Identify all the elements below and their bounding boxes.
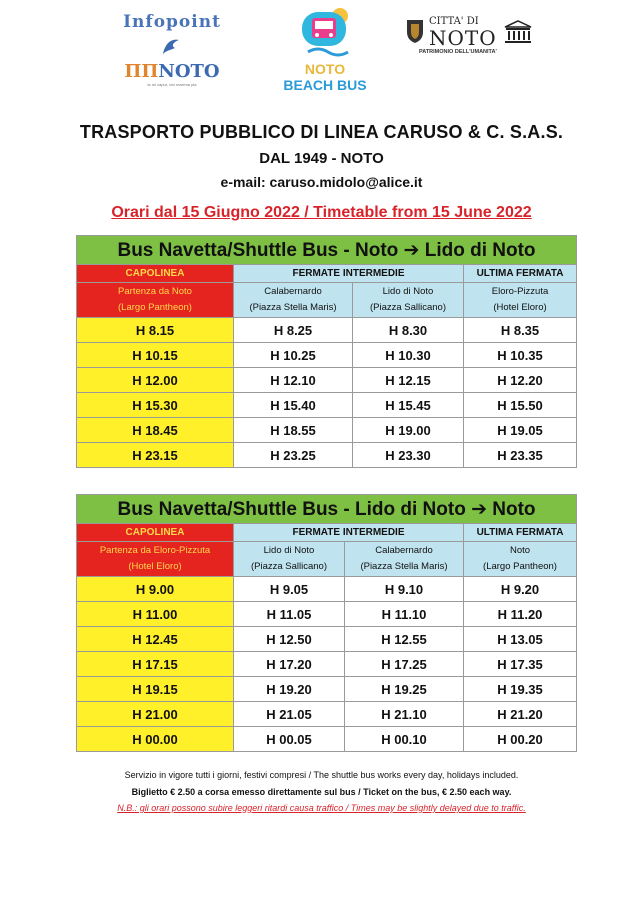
noto-beach-bus-logo: [270, 4, 380, 93]
table-row: H 12.00 H 12.10 H 12.15 H 12.20: [77, 368, 577, 393]
stop-header: Partenza da Noto (Largo Pantheon): [77, 283, 234, 318]
stop-header: Noto (Largo Pantheon): [464, 542, 577, 577]
stop-header: Calabernardo (Piazza Stella Maris): [234, 283, 353, 318]
table-row: H 11.00 H 11.05 H 11.10 H 11.20: [77, 602, 577, 627]
intermediate-stops-header: FERMATE INTERMEDIE: [234, 524, 464, 542]
infopoint-tagline: la mi caput, civi maxima pia: [147, 82, 197, 87]
timetable-noto-to-lido: [76, 235, 577, 468]
stop-header: Eloro-Pizzuta (Hotel Eloro): [464, 283, 577, 318]
intermediate-stops-header: FERMATE INTERMEDIE: [234, 265, 464, 283]
company-email[interactable]: e-mail: caruso.midolo@alice.it: [220, 174, 423, 190]
company-since: DAL 1949 - NOTO: [259, 150, 384, 167]
citta-line3: PATRIMONIO DELL'UMANITA': [419, 49, 497, 55]
timetable-validity: Orari dal 15 Giugno 2022 / Timetable from 15 June 2022: [111, 204, 532, 221]
beach-bus-icon: [296, 4, 354, 62]
stop-header: Lido di Noto (Piazza Sallicano): [353, 283, 464, 318]
table-title: Bus Navetta/Shuttle Bus - Lido di Noto ➔ Noto: [77, 495, 577, 524]
unesco-temple-icon: [503, 20, 533, 44]
table-row: H 15.30 H 15.40 H 15.45 H 15.50: [77, 393, 577, 418]
logos-bar: [0, 0, 643, 110]
footer-delay-note: N.B.: gli orari possono subire leggeri ritardi causa traffico / Times may be slightly delayed due to traffic.: [117, 803, 526, 813]
infopoint-label: Infopoint: [123, 12, 221, 32]
citta-line2: NOTO: [429, 26, 497, 50]
footer-ticket-note: Biglietto € 2.50 a corsa emesso direttamente sul bus / Ticket on the bus, € 2.50 each way.: [131, 787, 512, 797]
infopoint-logo: [112, 12, 232, 87]
beach-bus-line2: BEACH BUS: [283, 77, 367, 93]
table-row: H 21.00 H 21.05 H 21.10 H 21.20: [77, 702, 577, 727]
infopoint-brand: ΠΠNOTO: [124, 61, 220, 82]
table-row: H 23.15 H 23.25 H 23.30 H 23.35: [77, 443, 577, 468]
table-row: H 17.15 H 17.20 H 17.25 H 17.35: [77, 652, 577, 677]
table-row: H 8.15 H 8.25 H 8.30 H 8.35: [77, 318, 577, 343]
table-row: H 19.15 H 19.20 H 19.25 H 19.35: [77, 677, 577, 702]
table-row: H 9.00 H 9.05 H 9.10 H 9.20: [77, 577, 577, 602]
beach-bus-line1: NOTO: [304, 61, 346, 77]
last-stop-header: ULTIMA FERMATA: [464, 524, 577, 542]
timetable-lido-to-noto: [76, 494, 577, 752]
table-row: H 10.15 H 10.25 H 10.30 H 10.35: [77, 343, 577, 368]
wave-icon: [161, 36, 183, 56]
capolinea-header: CAPOLINEA: [77, 524, 234, 542]
footer-service-note: Servizio in vigore tutti i giorni, festivi compresi / The shuttle bus works every day, holidays included.: [124, 770, 519, 780]
capolinea-header: CAPOLINEA: [77, 265, 234, 283]
last-stop-header: ULTIMA FERMATA: [464, 265, 577, 283]
company-name: TRASPORTO PUBBLICO DI LINEA CARUSO & C. S.A.S.: [79, 122, 564, 142]
table-row: H 00.00 H 00.05 H 00.10 H 00.20: [77, 727, 577, 752]
table-row: H 18.45 H 18.55 H 19.00 H 19.05: [77, 418, 577, 443]
table-row: H 12.45 H 12.50 H 12.55 H 13.05: [77, 627, 577, 652]
stop-header: Lido di Noto (Piazza Sallicano): [234, 542, 345, 577]
stop-header: Partenza da Eloro-Pizzuta (Hotel Eloro): [77, 542, 234, 577]
stop-header: Calabernardo (Piazza Stella Maris): [345, 542, 464, 577]
citta-line1: CITTA' DI: [429, 16, 479, 27]
table-title: Bus Navetta/Shuttle Bus - Noto ➔ Lido di Noto: [77, 236, 577, 265]
crest-icon: [405, 18, 425, 44]
